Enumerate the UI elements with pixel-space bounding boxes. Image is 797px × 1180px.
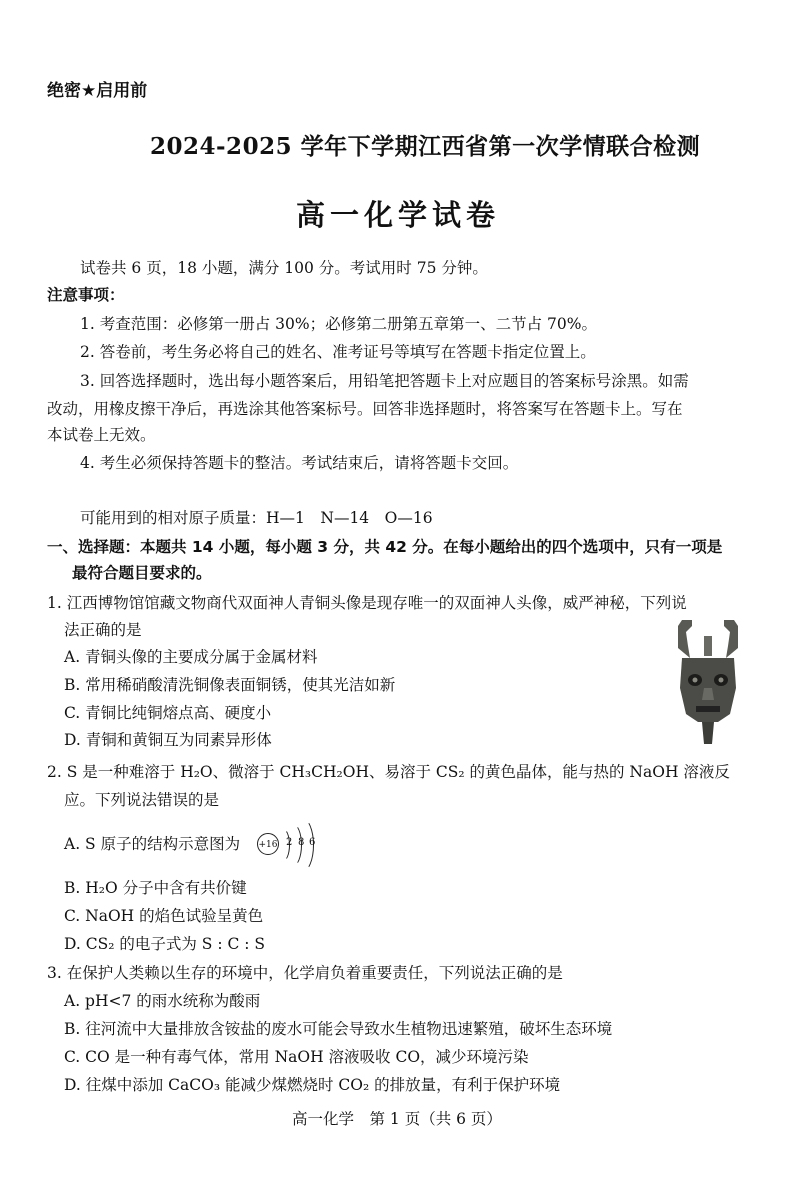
q2-option-d: D. CS₂ 的电子式为 S : C : S [64, 935, 266, 953]
notice-item-1: 1. 考查范围：必修第一册占 30%；必修第二册第五章第一、二节占 70%。 [80, 315, 597, 333]
q2-stem-line-2: 应。下列说法错误的是 [64, 791, 220, 809]
shell-3-electrons: 6 [309, 837, 316, 848]
q1-option-d: D. 青铜和黄铜互为同素异形体 [64, 731, 272, 749]
notice-item-3-line-2: 改动，用橡皮擦干净后，再选涂其他答案标号。回答非选择题时，将答案写在答题卡上。写在 [47, 400, 683, 418]
notice-item-3-line-1: 3. 回答选择题时，选出每小题答案后，用铅笔把答题卡上对应题目的答案标号涂黑。如需 [80, 372, 689, 390]
shell-2-electrons: 8 [298, 837, 305, 848]
q2-option-b: B. H₂O 分子中含有共价键 [64, 879, 247, 897]
shell-1-electrons: 2 [286, 837, 293, 848]
notice-item-3-line-3: 本试卷上无效。 [47, 426, 156, 444]
notice-item-2: 2. 答卷前，考生务必将自己的姓名、准考证号等填写在答题卡指定位置上。 [80, 343, 596, 361]
notice-heading: 注意事项： [47, 286, 125, 304]
section-1-heading-line-2: 最符合题目要求的。 [72, 564, 212, 582]
q1-stem-line-2: 法正确的是 [64, 621, 142, 639]
q2-option-c: C. NaOH 的焰色试验呈黄色 [64, 907, 264, 925]
bronze-head-image [660, 618, 756, 746]
atomic-masses: 可能用到的相对原子质量：H—1 N—14 O—16 [80, 509, 433, 527]
page-footer: 高一化学 第 1 页（共 6 页） [292, 1110, 502, 1128]
atom-nucleus: +16 [257, 833, 279, 855]
q2-stem-line-1: 2. S 是一种难溶于 H₂O、微溶于 CH₃CH₂OH、易溶于 CS₂ 的黄色晶体，能与热的 NaOH 溶液反 [47, 763, 730, 781]
secret-label: 绝密★启用前 [47, 81, 148, 101]
sulfur-atom-diagram [255, 820, 325, 868]
q3-option-c: C. CO 是一种有毒气体，常用 NaOH 溶液吸收 CO，减少环境污染 [64, 1048, 529, 1066]
q3-stem: 3. 在保护人类赖以生存的环境中，化学肩负着重要责任，下列说法正确的是 [47, 964, 563, 982]
section-1-heading-line-1: 一、选择题：本题共 14 小题，每小题 3 分，共 42 分。在每小题给出的四个选项中，只有一项是 [47, 538, 723, 556]
notice-item-4: 4. 考生必须保持答题卡的整洁。考试结束后，请将答题卡交回。 [80, 454, 519, 472]
subject-title: 高一化学试卷 [296, 198, 501, 232]
q1-option-c: C. 青铜比纯铜熔点高、硬度小 [64, 704, 272, 722]
q1-option-a: A. 青铜头像的主要成分属于金属材料 [64, 648, 318, 666]
q3-option-b: B. 往河流中大量排放含铵盐的废水可能会导致水生植物迅速繁殖，破坏生态环境 [64, 1020, 613, 1038]
q3-option-d: D. 往煤中添加 CaCO₃ 能减少煤燃烧时 CO₂ 的排放量，有利于保护环境 [64, 1076, 561, 1094]
q3-option-a: A. pH<7 的雨水统称为酸雨 [64, 992, 261, 1010]
q1-stem-line-1: 1. 江西博物馆馆藏文物商代双面神人青铜头像是现存唯一的双面神人头像，威严神秘，下列说 [47, 594, 687, 612]
exam-title: 2024-2025 学年下学期江西省第一次学情联合检测 [150, 133, 701, 160]
q2-option-a: A. S 原子的结构示意图为 [64, 835, 241, 853]
intro-text: 试卷共 6 页，18 小题，满分 100 分。考试用时 75 分钟。 [80, 259, 488, 277]
q1-option-b: B. 常用稀硝酸清洗铜像表面铜锈，使其光洁如新 [64, 676, 396, 694]
